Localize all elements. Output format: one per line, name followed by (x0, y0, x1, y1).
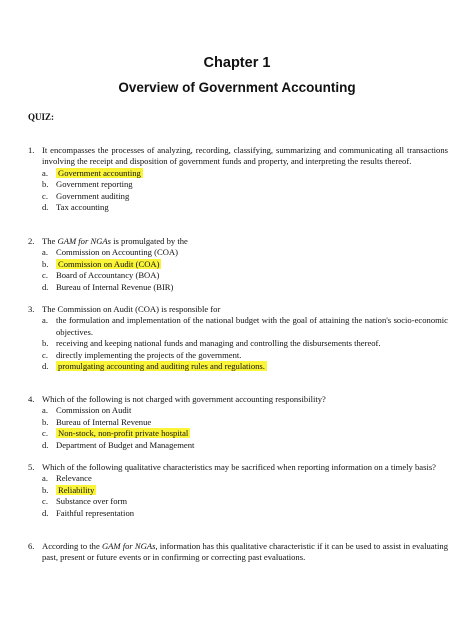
question-text-italic: GAM for NGAs (57, 236, 111, 246)
option-d (28, 508, 448, 519)
option-letter: d. (42, 507, 49, 518)
option-letter: a. (42, 405, 48, 416)
question-2 (28, 236, 448, 293)
option-letter: b. (42, 484, 49, 495)
option-letter: c. (42, 190, 48, 201)
question-5 (28, 462, 448, 519)
option-text-highlighted: Non-stock, non-profit private hospital (58, 428, 189, 439)
option-text: Bureau of Internal Revenue (BIR) (56, 281, 174, 292)
question-text-post: , information has this qualitative characteristic if it can be used to assist in evaluating past, present or future events or in confirming or correcting past evaluations. (42, 541, 448, 563)
question-1 (28, 145, 448, 213)
option-text-highlighted: Commission on Audit (COA) (58, 258, 160, 269)
question-text: The Commission on Audit (COA) is responsible for (42, 304, 221, 314)
option-d (28, 282, 448, 293)
question-4 (28, 394, 448, 451)
option-letter: b. (42, 258, 49, 269)
question-text-post: is promulgated by the (111, 236, 188, 246)
option-a (28, 473, 448, 484)
option-c (28, 496, 448, 507)
option-letter: a. (42, 315, 48, 326)
option-text: directly implementing the projects of the government. (56, 349, 242, 360)
option-text: Bureau of Internal Revenue (56, 416, 152, 427)
question-number: 4. (28, 394, 35, 404)
question-number: 3. (28, 304, 35, 314)
question-text-pre: The (42, 236, 58, 246)
option-a (28, 315, 448, 338)
question-stem (28, 541, 448, 564)
option-c (28, 270, 448, 281)
option-letter: c. (42, 428, 48, 439)
option-letter: c. (42, 496, 48, 507)
option-letter: d. (42, 202, 49, 213)
question-stem (28, 462, 448, 473)
chapter-title: Overview of Government Accounting (118, 80, 356, 95)
option-letter: c. (42, 349, 48, 360)
question-6 (28, 541, 448, 564)
option-a (28, 247, 448, 258)
option-text-highlighted: Reliability (58, 484, 95, 495)
option-d (28, 361, 448, 372)
option-a (28, 168, 448, 179)
question-stem (28, 304, 448, 315)
option-letter: c. (42, 270, 48, 281)
option-text-highlighted: Government accounting (58, 167, 141, 178)
option-letter: a. (42, 473, 48, 484)
question-stem (28, 236, 448, 247)
option-text: Faithful representation (56, 507, 135, 518)
option-b (28, 417, 448, 428)
option-d (28, 440, 448, 451)
question-number: 1. (28, 145, 35, 155)
question-stem (28, 145, 448, 168)
option-text: Commission on Accounting (COA) (56, 247, 178, 258)
option-text: Department of Budget and Management (56, 439, 195, 450)
option-c (28, 428, 448, 439)
option-c (28, 350, 448, 361)
option-d (28, 202, 448, 213)
option-text: Government reporting (56, 179, 133, 190)
option-text: the formulation and implementation of the national budget with the goal of attaining the nation's socio-economic objectives. (56, 315, 448, 337)
option-text: receiving and keeping national funds and managing and controlling the disbursements thereof. (56, 338, 381, 349)
question-text: Which of the following qualitative characteristics may be sacrificed when reporting information on a timely basis? (42, 462, 436, 472)
option-letter: d. (42, 439, 49, 450)
option-text: Substance over form (56, 496, 128, 507)
question-text: Which of the following is not charged with government accounting responsibility? (42, 394, 326, 404)
question-number: 2. (28, 236, 35, 246)
option-letter: b. (42, 179, 49, 190)
option-text: Board of Accountancy (BOA) (56, 270, 160, 281)
option-b (28, 485, 448, 496)
question-text: It encompasses the processes of analyzing, recording, classifying, summarizing and communicating all transactions involving the receipt and disposition of government funds and property, and interpreting the results thereof. (42, 145, 448, 167)
question-text-italic: GAM for NGAs (101, 541, 156, 551)
question-stem (28, 394, 448, 405)
option-text-highlighted: promulgating accounting and auditing rules and regulations. (58, 361, 265, 372)
quiz-label: QUIZ: (28, 112, 55, 122)
option-letter: a. (42, 167, 48, 178)
option-letter: d. (42, 281, 49, 292)
question-text-pre: According to the (42, 541, 102, 551)
chapter-heading: Chapter 1 (203, 55, 271, 71)
option-b (28, 338, 448, 349)
option-text: Relevance (56, 473, 92, 484)
option-letter: b. (42, 416, 49, 427)
option-text: Commission on Audit (56, 405, 132, 416)
option-b (28, 179, 448, 190)
option-b (28, 259, 448, 270)
option-letter: b. (42, 338, 49, 349)
question-number: 5. (28, 462, 35, 472)
option-letter: a. (42, 247, 48, 258)
option-text: Government auditing (56, 190, 130, 201)
option-c (28, 191, 448, 202)
option-a (28, 405, 448, 416)
question-number: 6. (28, 541, 35, 551)
option-letter: d. (42, 361, 49, 372)
option-text: Tax accounting (56, 202, 109, 213)
question-3 (28, 304, 448, 372)
